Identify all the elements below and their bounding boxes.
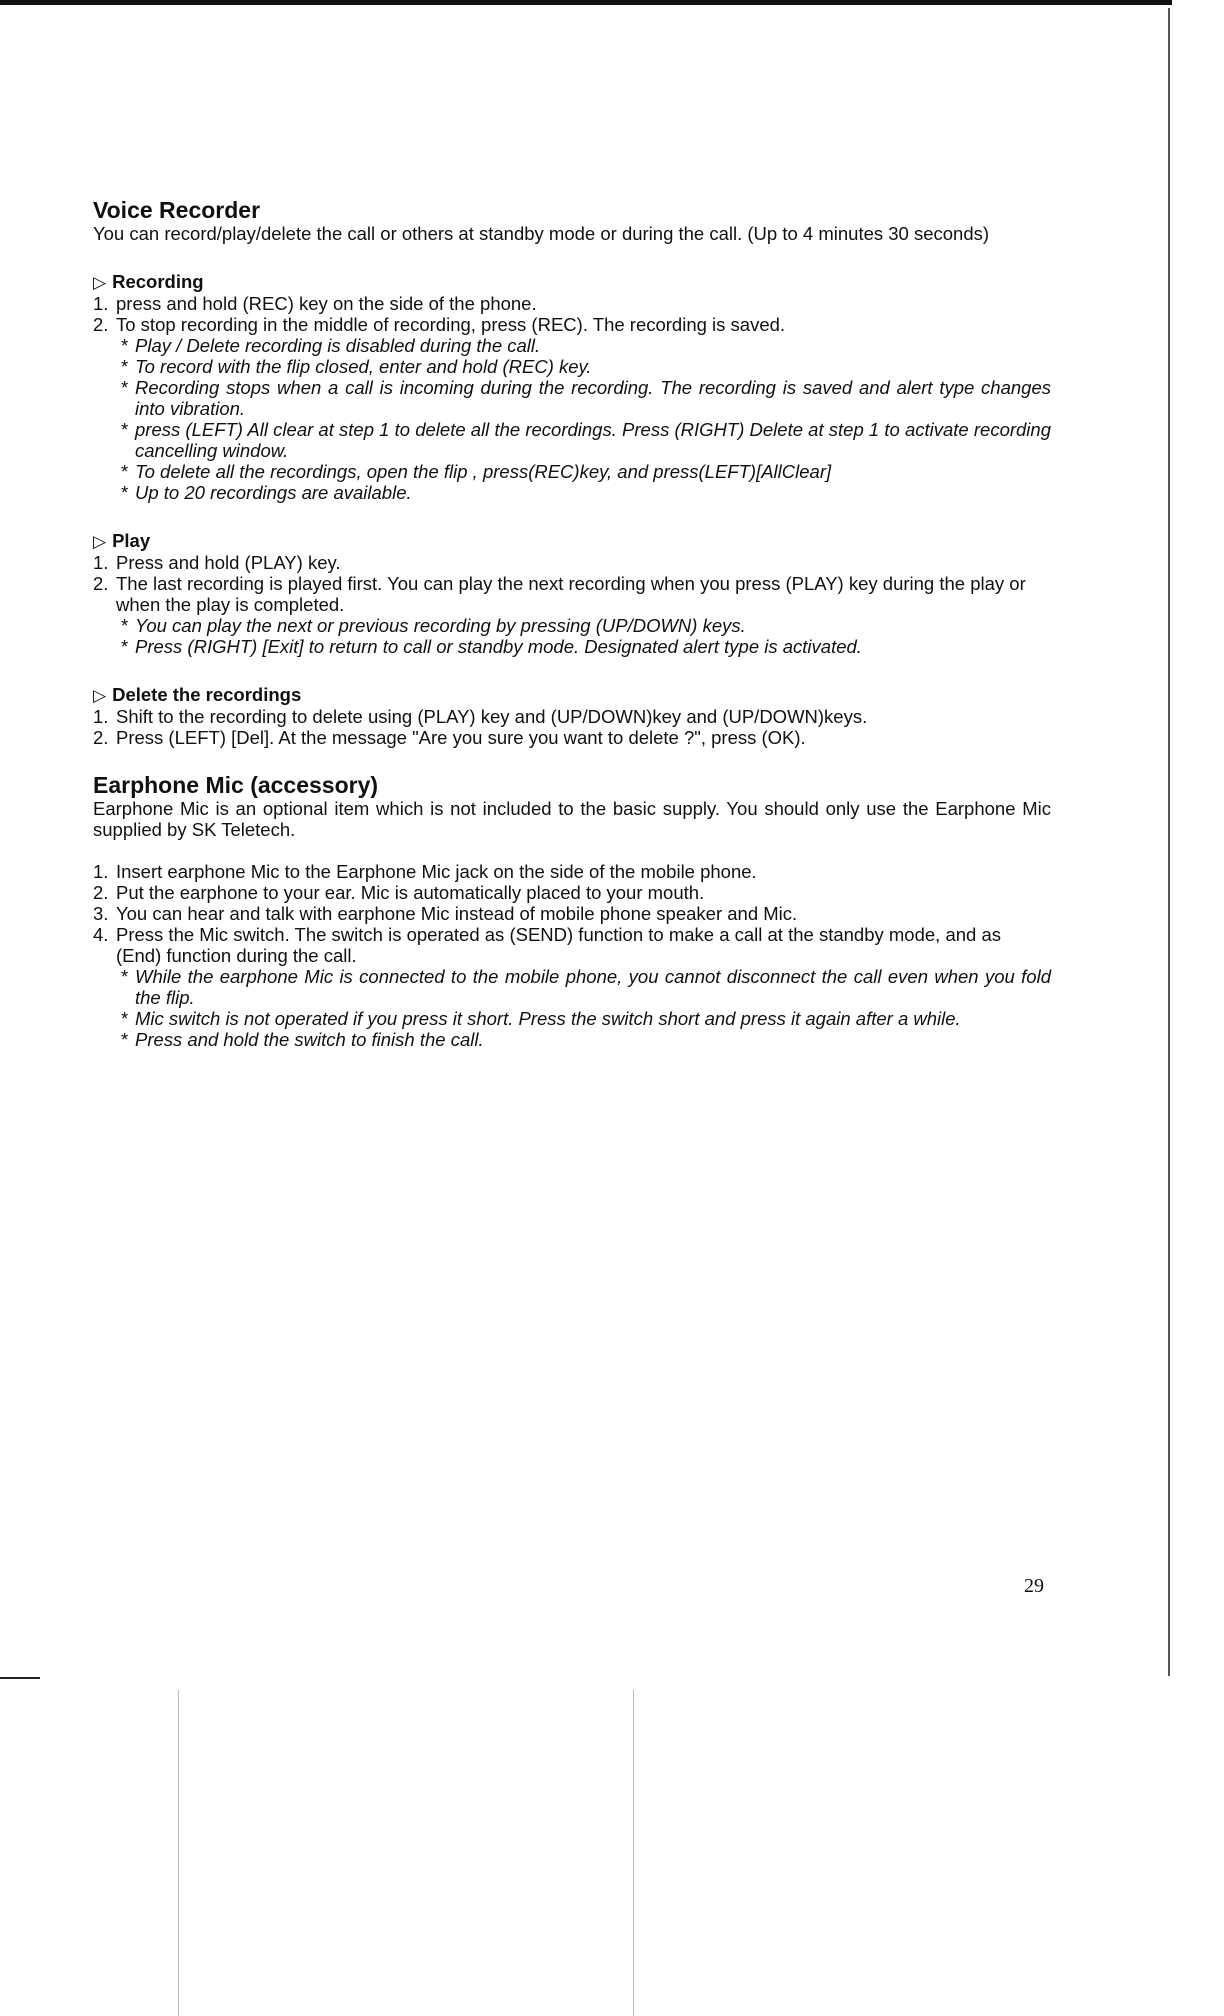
note-item: * Recording stops when a call is incoming during the recording. The recording is saved and alert type changes into vibration.	[121, 377, 1051, 419]
delete-heading-text: Delete the recordings	[112, 684, 302, 705]
note-item: * Mic switch is not operated if you press it short. Press the switch short and press it again after a while.	[121, 1008, 961, 1029]
list-item: 4. Press the Mic switch. The switch is operated as (SEND) function to make a call at the standby mode, and as (End) function during the call.	[93, 924, 1001, 966]
delete-heading	[93, 684, 1051, 706]
list-item: 1. Press and hold (PLAY) key.	[93, 552, 341, 573]
list-item: 3. You can hear and talk with earphone Mic instead of mobile phone speaker and Mic.	[93, 903, 798, 924]
voice-recorder-title: Voice Recorder	[93, 197, 261, 223]
recording-steps	[93, 293, 1051, 335]
triangle-bullet-icon: ▷	[93, 686, 107, 705]
play-notes	[93, 615, 1051, 657]
scan-line	[178, 1690, 179, 2016]
list-item: 2. Press (LEFT) [Del]. At the message "Are you sure you want to delete ?", press (OK).	[93, 727, 806, 748]
note-item: * Press and hold the switch to finish the call.	[121, 1029, 484, 1050]
play-heading	[93, 530, 1051, 552]
list-item: 2. To stop recording in the middle of recording, press (REC). The recording is saved.	[93, 314, 786, 335]
earphone-mic-title: Earphone Mic (accessory)	[93, 772, 379, 798]
recording-heading-text: Recording	[112, 271, 204, 292]
note-item: * Play / Delete recording is disabled during the call.	[121, 335, 541, 356]
note-item: * Press (RIGHT) [Exit] to return to call or standby mode. Designated alert type is activated.	[121, 636, 862, 657]
voice-recorder-intro: You can record/play/delete the call or others at standby mode or during the call. (Up to 4 minutes 30 seconds)	[93, 223, 990, 244]
page-number: 29	[1024, 1575, 1044, 1597]
triangle-bullet-icon: ▷	[93, 273, 107, 292]
crop-mark	[0, 1677, 40, 1679]
list-item: 2. The last recording is played first. You can play the next recording when you press (PLAY) key during the play or when the play is completed.	[93, 573, 1026, 615]
list-item: 1. Shift to the recording to delete using (PLAY) key and (UP/DOWN)key and (UP/DOWN)keys.	[93, 706, 868, 727]
note-item: * press (LEFT) All clear at step 1 to delete all the recordings. Press (RIGHT) Delete at step 1 to activate recording cancelling window.	[121, 419, 1051, 461]
list-item: 1. press and hold (REC) key on the side of the phone.	[93, 293, 537, 314]
note-item: * You can play the next or previous recording by pressing (UP/DOWN) keys.	[121, 615, 746, 636]
list-item: 2. Put the earphone to your ear. Mic is automatically placed to your mouth.	[93, 882, 705, 903]
note-item: * To delete all the recordings, open the flip , press(REC)key, and press(LEFT)[AllClear]	[121, 461, 832, 482]
manual-page-content	[93, 197, 1051, 1050]
right-scan-border	[1168, 8, 1170, 1676]
scan-line	[633, 1690, 634, 2016]
recording-notes	[93, 335, 1051, 503]
play-steps	[93, 552, 1051, 615]
triangle-bullet-icon: ▷	[93, 532, 107, 551]
list-item: 1. Insert earphone Mic to the Earphone Mic jack on the side of the mobile phone.	[93, 861, 757, 882]
note-item: * While the earphone Mic is connected to the mobile phone, you cannot disconnect the call even when you fold the flip.	[121, 966, 1051, 1008]
earphone-mic-steps	[93, 861, 1051, 966]
earphone-mic-notes	[93, 966, 1051, 1050]
delete-steps	[93, 706, 1051, 748]
play-heading-text: Play	[112, 530, 151, 551]
recording-heading	[93, 271, 1051, 293]
note-item: * To record with the flip closed, enter and hold (REC) key.	[121, 356, 592, 377]
note-item: * Up to 20 recordings are available.	[121, 482, 412, 503]
earphone-mic-intro: Earphone Mic is an optional item which is not included to the basic supply. You should only use the Earphone Mic supplied by SK Teletech.	[93, 798, 1051, 840]
top-scan-border	[0, 0, 1172, 5]
